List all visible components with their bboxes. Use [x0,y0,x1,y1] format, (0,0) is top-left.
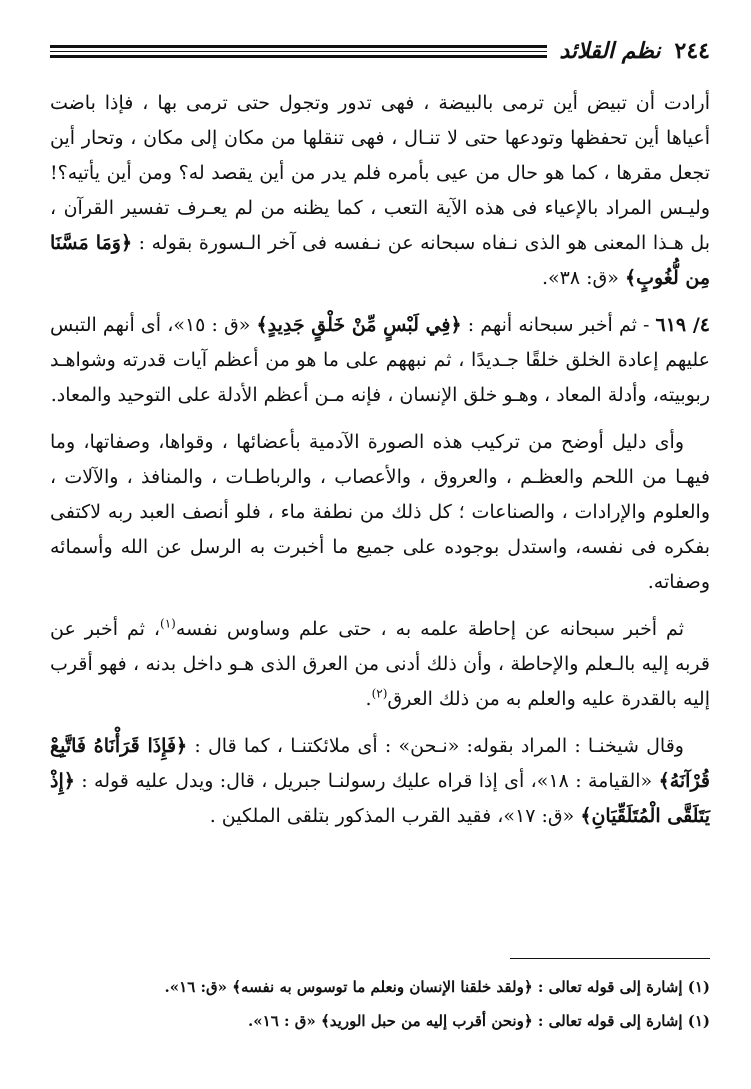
page-body [50,86,710,834]
paragraph-text: «ق : ١٥»، أى أنهم التبس عليهم إعادة الخلق خلقًا جـديدًا ، ثم نبههم على ما هو من أعظم آيات قدرته وشواهـد ربوبيته، وأدلة المعاد ، وهـو خلق الإنسان ، فإنه مـن أعظم الأدلة على التوحيد والمعاد. [50,314,710,406]
page-number: ٢٤٤ [674,38,710,64]
paragraph-text: وأى دليل أوضح من تركيب هذه الصورة الآدمية بأعضائها ، وقواها، وصفاتها، وما فيهـا من اللحم والعظـم ، والعروق ، والأعصاب ، والرباطـات ، والمنافذ ، والآلات ، والعلوم والإرادات ، والصناعات ؛ كل ذلك من نطفة ماء ، فلو أنصف العبد ربه لاكتفى بفكره فى نفسه، واستدل بوجوده على جميع ما أخبرت به الرسل عن الله وأسمائه وصفاته. [50,431,710,593]
footnote-marker[interactable]: (٢) [371,686,388,701]
footnotes [50,970,710,1038]
book-title: نظم القلائد [559,38,661,64]
page-header [50,30,710,72]
paragraph-text: وقال شيخنـا : المراد بقوله: «نـحن» : أى ملائكتنـا ، كما قال : [194,735,684,757]
quran-verse: ﴿فِي لَبْسٍ مِّنْ خَلْقٍ جَدِيدٍ﴾ [256,314,462,336]
entry-number: ٤/ ٦١٩ [655,314,710,336]
paragraph-2 [50,308,710,413]
verse-reference: «ق: ٣٨». [542,267,619,289]
paragraph-text: - ثم أخبر سبحانه أنهم : [467,314,650,336]
paragraph-text: . [365,688,372,710]
footnote-divider [510,958,710,959]
paragraph-text: ، ثم أخبر عن قربه إليه بالـعلم والإحاطة ، وأن ذلك أدنى من العرق الذى هـو داخل بدنه ، فهو أقرب إليه بالقدرة عليه والعلم به من ذلك العرق [50,618,710,710]
page [50,30,710,1070]
footnote-2: (١) إشارة إلى قوله تعالى : ﴿ونحن أقرب إليه من حبل الوريد﴾ «ق : ١٦». [248,1012,710,1030]
quran-verse: ﴿وَمَا مَسَّنَا مِن لُّغُوبٍ﴾ [50,232,710,289]
paragraph-4 [50,612,710,717]
quran-verse: ﴿فَإِذَا قَرَأْنَاهُ فَاتَّبِعْ قُرْآنَهُ﴾ [50,735,711,792]
paragraph-text: ثم أخبر سبحانه عن إحاطة علمه به ، حتى علم وساوس نفسه [175,618,684,640]
paragraph-text: «القيامة : ١٨»، أى إذا قراه عليك رسولنـا جبريل ، قال: ويدل عليه قوله : [81,770,653,792]
footnote-marker[interactable]: (١) [160,616,176,631]
paragraph-text: «ق: ١٧»، فقيد القرب المذكور بتلقى الملكين . [209,805,575,827]
header-rule [50,45,547,58]
paragraph-5 [50,729,710,834]
footnote-1: (١) إشارة إلى قوله تعالى : ﴿ولقد خلقنا الإنسان ونعلم ما توسوس به نفسه﴾ «ق: ١٦». [164,978,710,996]
quran-verse: ﴿إِذْ يَتَلَقَّى الْمُتَلَقِّيَانِ﴾ [50,770,710,827]
paragraph-3 [50,425,710,600]
paragraph-1 [50,86,710,296]
paragraph-text: أرادت أن تبيض أين ترمى بالبيضة ، فهى تدور وتجول حتى ترمى بها ، فإذا باضت أعياها أين تحفظها وتودعها حتى لا تنـال ، فهى تنقلها من مكان إلى مكان ، وتحار أين تجعل مقرها ، كما هو حال من عيى بأمره فلم يدر من أين يقصد له؟ ومن أين يأتيه؟! وليـس المراد بالإعياء فى هذه الآية التعب ، كما يظنه من لم يعـرف تفسير القرآن ، بل هـذا المعنى هو الذى نـفاه سبحانه عن نـفسه فى آخر الـسورة بقوله : [50,92,710,254]
